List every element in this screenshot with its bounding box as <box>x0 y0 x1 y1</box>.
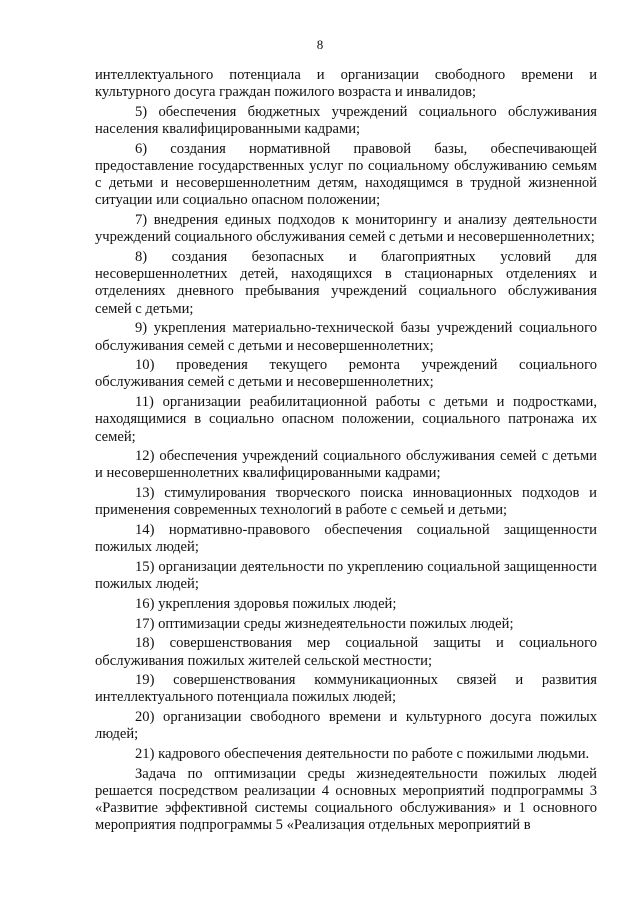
paragraph: 17) оптимизации среды жизнедеятельности пожилых людей; <box>135 615 514 632</box>
paragraph: 18) совершенствования мер социальной защиты и социального обслуживания пожилых жителей сельской местности; <box>95 635 597 669</box>
paragraph: 20) организации свободного времени и культурного досуга пожилых людей; <box>95 709 597 743</box>
paragraph: 11) организации реабилитационной работы с детьми и подростками, находящимися в социально опасном положении, социального патронажа их семей; <box>95 394 597 445</box>
paragraph: 9) укрепления материально-технической базы учреждений социального обслуживания семей с детьми и несовершеннолетних; <box>95 320 597 354</box>
paragraph: 14) нормативно-правового обеспечения социальной защищенности пожилых людей; <box>95 522 597 556</box>
paragraph: 12) обеспечения учреждений социального обслуживания семей с детьми и несовершеннолетних квалифицированными кадрами; <box>95 448 597 482</box>
page-number: 8 <box>316 37 324 52</box>
paragraph: 5) обеспечения бюджетных учреждений социального обслуживания населения квалифицированными кадрами; <box>95 103 597 138</box>
paragraph: Задача по оптимизации среды жизнедеятельности пожилых людей решается посредством реализации 4 основных мероприятий подпрограммы 3 «Развитие эффективной системы социального обслуживания» и 1 основного мероприятия подпрограммы 5 «Реализация отдельных мероприятий в <box>95 765 597 834</box>
paragraph: интеллектуального потенциала и организации свободного времени и культурного досуга граждан пожилого возраста и инвалидов; <box>95 67 597 101</box>
paragraph: 13) стимулирования творческого поиска инновационных подходов и применения современных технологий в работе с семьей и детьми; <box>95 485 597 519</box>
paragraph: 21) кадрового обеспечения деятельности по работе с пожилыми людьми. <box>135 746 590 763</box>
paragraph: 8) создания безопасных и благоприятных условий для несовершеннолетних детей, находящихся в стационарных отделениях и отделениях дневного пребывания учреждений социального обслуживания семей с детьми; <box>95 249 597 317</box>
paragraph: 10) проведения текущего ремонта учреждений социального обслуживания семей с детьми и несовершеннолетних; <box>95 357 597 391</box>
paragraph: 19) совершенствования коммуникационных связей и развития интеллектуального потенциала пожилых людей; <box>95 672 597 706</box>
paragraph: 16) укрепления здоровья пожилых людей; <box>135 595 397 612</box>
paragraph: 7) внедрения единых подходов к мониторингу и анализу деятельности учреждений социального обслуживания семей с детьми и несовершеннолетних; <box>95 212 597 246</box>
document-body <box>95 67 597 837</box>
paragraph: 6) создания нормативной правовой базы, обеспечивающей предоставление государственных услуг по социальному обслуживанию семьям с детьми и несовершеннолетним детям, находящимся в трудной жизненной ситуации или социально опасном положении; <box>95 140 597 209</box>
paragraph: 15) организации деятельности по укреплению социальной защищенности пожилых людей; <box>95 558 597 593</box>
